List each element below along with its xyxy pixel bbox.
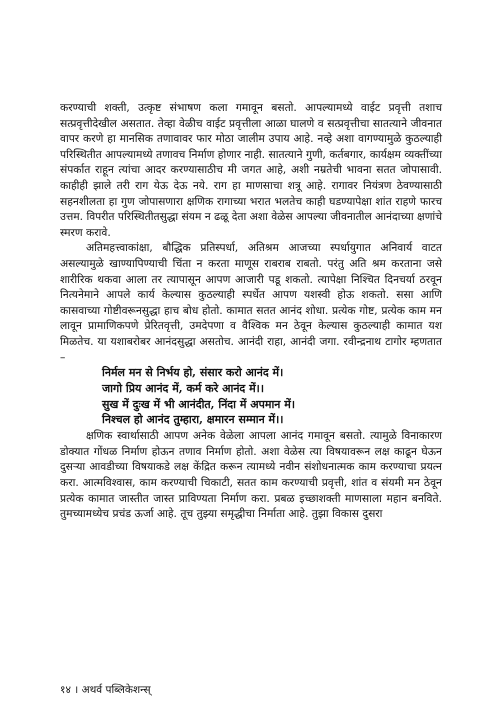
tagore-verse (102, 365, 442, 428)
paragraph-2: अतिमहत्त्वाकांक्षा, बौद्धिक प्रतिस्पर्धा, अतिश्रम आजच्या स्पर्धायुगात अनिवार्य वाटत असल्यामुळे खाण्यापिण्याची चिंता न करता माणूस राबराब राबतो. परंतु अति श्रम करताना जसे शारीरिक थकवा आला तर त्यापासून आपण आजारी पडू शकतो. त्यापेक्षा निश्चित दिनचर्या ठरवून नित्यनेमाने आपले कार्य केल्यास कुठल्याही स्पर्धेत आपण यशस्वी होऊ शकतो. ससा आणि कासवाच्या गोष्टीवरूनसुद्धा हाच बोध होतो. कामात सतत आनंद शोधा. प्रत्येक गोष्ट, प्रत्येक काम मन लावून प्रामाणिकपणे प्रेरितवृत्ती, उमदेपणा व वैश्विक मन ठेवून केल्यास कुठल्याही कामात यश मिळतेच. या यशाबरोबर आनंदसुद्धा असतोच. आनंदी राहा, आनंदी जगा. रवीन्द्रनाथ टागोर म्हणतात – (60, 241, 442, 364)
page-body (60, 100, 442, 522)
verse-line-2: जागो प्रिय आनंद में, कर्म करे आनंद में।। (102, 381, 265, 395)
verse-line-1: निर्मल मन से निर्भय हो, संसार करो आनंद में। (102, 366, 284, 380)
page-footer: १४ । अथर्व पब्लिकेशन्स् (60, 684, 151, 696)
verse-line-3: सुख में दुःख में भी आनंदीत, निंदा में अपमान में। (102, 397, 295, 411)
paragraph-3: क्षणिक स्वार्थासाठी आपण अनेक वेळेला आपला आनंद गमावून बसतो. त्यामुळे विनाकारण डोक्यात गोंधळ निर्माण होऊन तणाव निर्माण होतो. अशा वेळेस त्या विषयावरून लक्ष काढून घेऊन दुसऱ्या आवडीच्या विषयाकडे लक्ष केंद्रित करून त्यामध्ये नवीन संशोधनात्मक काम करण्याचा प्रयत्न करा. आत्मविश्वास, काम करण्याची चिकाटी, सतत काम करण्याची प्रवृत्ती, शांत व संयमी मन ठेवून प्रत्येक कामात जास्तीत जास्त प्राविण्यता निर्माण करा. प्रबळ इच्छाशक्ती माणसाला महान बनविते. तुमच्यामध्येच प्रचंड ऊर्जा आहे. तूच तुझ्या समृद्धीचा निर्माता आहे. तुझा विकास दुसरा (60, 429, 442, 521)
verse-line-4: निश्चल हो आनंद तुम्हारा, क्षमारन सम्मान में।। (102, 413, 284, 427)
paragraph-1: करण्याची शक्ती, उत्कृष्ट संभाषण कला गमावून बसतो. आपल्यामध्ये वाईट प्रवृत्ती तशाच सत्प्रवृत्तीदेखील असतात. तेव्हा वेळीच वाईट प्रवृत्तीला आळा घालणे व सत्प्रवृत्तीचा सातत्याने जीवनात वापर करणे हा मानसिक तणावावर फार मोठा जालीम उपाय आहे. नव्हे अशा वागण्यामुळे कुठल्याही परिस्थितीत आपल्यामध्ये तणावच निर्माण होणार नाही. सातत्याने गुणी, कर्तबगार, कार्यक्षम व्यक्तींच्या संपर्कात राहून त्यांचा आदर करण्यासाठीच मी जगत आहे, अशी नम्रतेची भावना सतत जोपासावी. काहीही झाले तरी राग येऊ देऊ नये. राग हा माणसाचा शत्रू आहे. रागावर नियंत्रण ठेवण्यासाठी सहनशीलता हा गुण जोपासणारा क्षणिक रागाच्या भरात भलतेच काही घडण्यापेक्षा शांत राहणे फारच उत्तम. विपरीत परिस्थितीतसुद्धा संयम न ढळू देता अशा वेळेस आपल्या जीवनातील आनंदाच्या क्षणांचे स्मरण करावे. (60, 101, 442, 239)
